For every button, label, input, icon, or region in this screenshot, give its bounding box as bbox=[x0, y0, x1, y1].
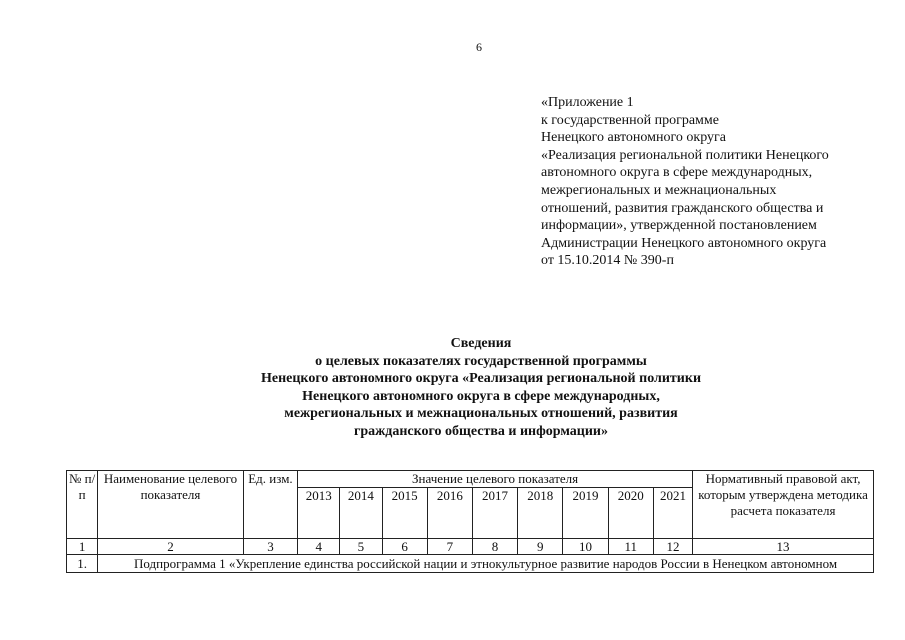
column-number: 6 bbox=[382, 539, 427, 555]
column-number: 1 bbox=[67, 539, 98, 555]
appendix-line: автономного округа в сфере международных, bbox=[541, 165, 813, 181]
appendix-line: «Приложение 1 bbox=[541, 95, 634, 110]
header-year: 2019 bbox=[563, 488, 608, 539]
header-year: 2020 bbox=[608, 488, 653, 539]
header-year: 2021 bbox=[653, 488, 692, 539]
header-year: 2015 bbox=[382, 488, 427, 539]
header-year: 2013 bbox=[298, 488, 340, 539]
header-year: 2016 bbox=[427, 488, 472, 539]
column-number: 3 bbox=[243, 539, 297, 555]
appendix-line: «Реализация региональной политики Ненецкого bbox=[541, 147, 829, 163]
header-name: Наименование целевого показателя bbox=[98, 471, 244, 539]
appendix-line: Администрации Ненецкого автономного округа bbox=[541, 235, 827, 251]
document-title bbox=[200, 335, 762, 440]
table-header-row bbox=[67, 471, 874, 488]
header-year: 2017 bbox=[472, 488, 517, 539]
title-line: Ненецкого автономного округа в сфере международных, bbox=[302, 388, 660, 404]
appendix-note bbox=[541, 94, 881, 270]
column-number: 12 bbox=[653, 539, 692, 555]
header-value-group: Значение целевого показателя bbox=[298, 471, 693, 488]
appendix-line: межрегиональных и межнациональных bbox=[541, 182, 777, 198]
targets-table bbox=[66, 470, 874, 573]
header-normative: Нормативный правовой акт, которым утверждена методика расчета показателя bbox=[693, 471, 874, 539]
row-subprogram-text: Подпрограмма 1 «Укрепление единства российской нации и этнокультурное развитие народов России в Ненецком автономном bbox=[98, 555, 874, 573]
table-column-numbers-row bbox=[67, 539, 874, 555]
title-line: о целевых показателях государственной программы bbox=[315, 353, 647, 369]
column-number: 4 bbox=[298, 539, 340, 555]
column-number: 11 bbox=[608, 539, 653, 555]
column-number: 2 bbox=[98, 539, 244, 555]
appendix-line: к государственной программе bbox=[541, 112, 719, 128]
column-number: 7 bbox=[427, 539, 472, 555]
column-number: 5 bbox=[340, 539, 382, 555]
appendix-line: от 15.10.2014 № 390-п bbox=[541, 253, 674, 269]
appendix-line: информации», утвержденной постановлением bbox=[541, 218, 817, 234]
page-number: 6 bbox=[476, 40, 482, 54]
header-unit: Ед. изм. bbox=[243, 471, 297, 539]
table-row bbox=[67, 555, 874, 573]
column-number: 13 bbox=[693, 539, 874, 555]
title-line: Сведения bbox=[450, 336, 512, 351]
appendix-line: отношений, развития гражданского общества и bbox=[541, 200, 824, 216]
column-number: 10 bbox=[563, 539, 608, 555]
row-num: 1. bbox=[67, 555, 98, 573]
column-number: 8 bbox=[472, 539, 517, 555]
header-year: 2018 bbox=[518, 488, 563, 539]
title-line: межрегиональных и межнациональных отношений, развития bbox=[284, 406, 678, 421]
header-year: 2014 bbox=[340, 488, 382, 539]
appendix-line: Ненецкого автономного округа bbox=[541, 130, 726, 146]
title-line: гражданского общества и информации» bbox=[353, 423, 608, 439]
title-line: Ненецкого автономного округа «Реализация региональной политики bbox=[260, 371, 702, 386]
header-num: № п/п bbox=[67, 471, 98, 539]
column-number: 9 bbox=[518, 539, 563, 555]
